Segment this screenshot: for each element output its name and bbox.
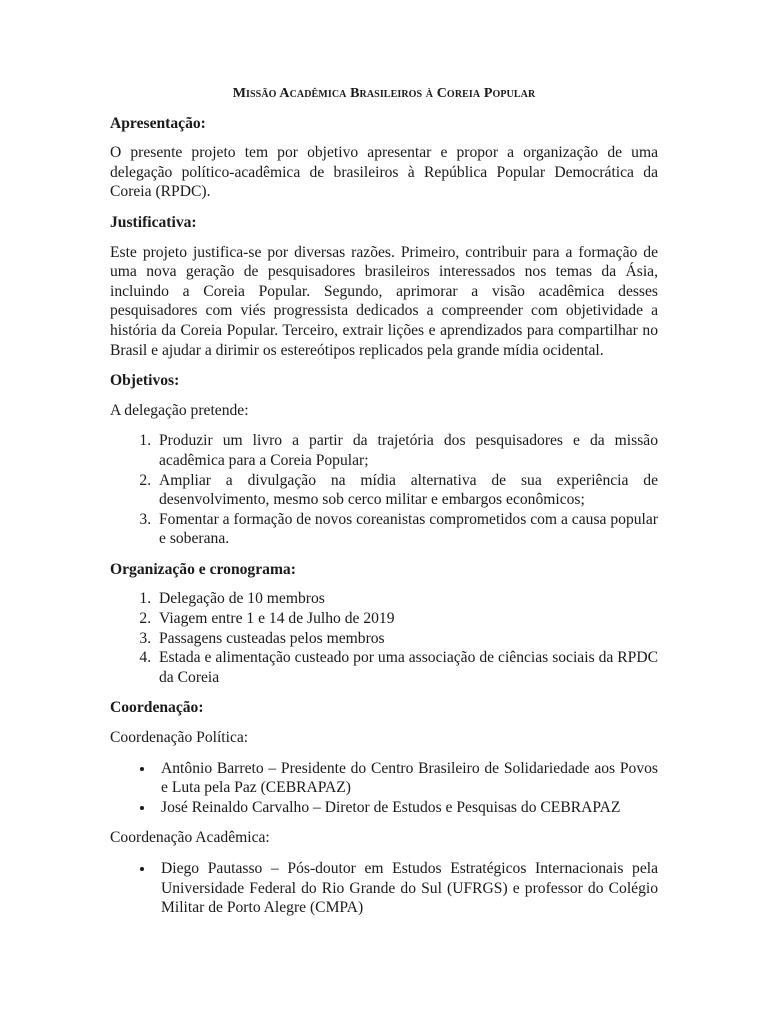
section-heading-apresentacao: Apresentação: <box>110 114 206 132</box>
coordenacao-politica-item: • Antônio Barreto – Presidente do Centro Brasileiro de Solidariedade aos Povos e Luta pela Paz (CEBRAPAZ) <box>155 759 658 798</box>
objetivos-item: 2. Ampliar a divulgação na mídia alternativa de sua experiência de desenvolvimento, mesmo sob cerco militar e embargos econômicos; <box>155 471 658 510</box>
organizacao-list <box>110 589 658 687</box>
document-title: Missão Acadêmica Brasileiros à Coreia Popular <box>232 86 536 101</box>
organizacao-item: 1. Delegação de 10 membros <box>155 589 658 609</box>
coordenacao-academica-item: • Diego Pautasso – Pós-doutor em Estudos Estratégicos Internacionais pela Universidade Federal do Rio Grande do Sul (UFRGS) e professor do Colégio Militar de Porto Alegre (CMPA) <box>155 859 658 918</box>
justificativa-paragraph: Este projeto justifica-se por diversas razões. Primeiro, contribuir para a formação de uma nova geração de pesquisadores brasileiros interessados nos temas da Ásia, incluindo a Coreia Popular. Segundo, aprimorar a visão acadêmica desses pesquisadores com viés progressista dedicados a compreender com objetividade a história da Coreia Popular. Terceiro, extrair lições e aprendizados para compartilhar no Brasil e ajudar a dirimir os estereótipos replicados pela grande mídia ocidental. <box>110 243 658 359</box>
objetivos-intro: A delegação pretende: <box>110 401 249 419</box>
objetivos-item: 1. Produzir um livro a partir da trajetória dos pesquisadores e da missão acadêmica para a Coreia Popular; <box>155 431 658 470</box>
section-heading-organizacao: Organização e cronograma: <box>110 560 296 578</box>
document-page <box>110 84 658 929</box>
section-heading-coordenacao: Coordenação: <box>110 699 204 717</box>
section-heading-justificativa: Justificativa: <box>110 213 197 231</box>
organizacao-item: 2. Viagem entre 1 e 14 de Julho de 2019 <box>155 609 658 629</box>
coordenacao-politica-item: • José Reinaldo Carvalho – Diretor de Estudos e Pesquisas do CEBRAPAZ <box>155 798 658 818</box>
organizacao-item: 3. Passagens custeadas pelos membros <box>155 629 658 649</box>
section-heading-objetivos: Objetivos: <box>110 372 180 390</box>
coordenacao-academica-label: Coordenação Acadêmica: <box>110 829 270 847</box>
apresentacao-paragraph: O presente projeto tem por objetivo apresentar e propor a organização de uma delegação político-acadêmica de brasileiros à República Popular Democrática da Coreia (RPDC). <box>110 144 658 201</box>
objetivos-list <box>110 431 658 549</box>
objetivos-item: 3. Fomentar a formação de novos coreanistas comprometidos com a causa popular e soberana. <box>155 510 658 549</box>
coordenacao-academica-list <box>110 859 658 918</box>
coordenacao-politica-list <box>110 759 658 818</box>
organizacao-item: 4. Estada e alimentação custeado por uma associação de ciências sociais da RPDC da Coreia <box>155 648 658 687</box>
coordenacao-politica-label: Coordenação Política: <box>110 729 249 747</box>
